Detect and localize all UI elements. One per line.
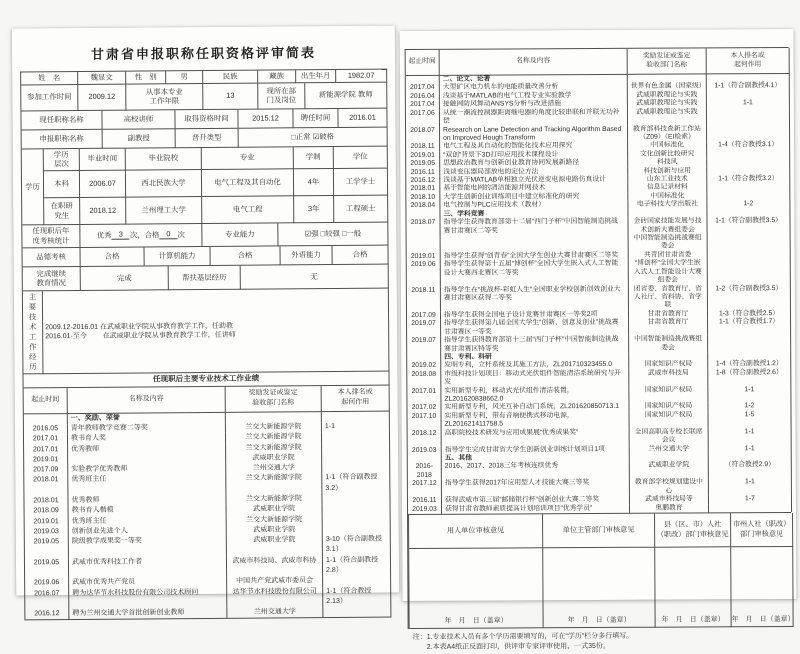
cell-content: 大型矿区电力机车的电能质量改善分析 (440, 83, 628, 92)
cell-content: “双创”背景下3D打印应用技术课程设计 (440, 151, 628, 160)
edu-school-cell: 西北民族大学 (126, 170, 202, 198)
cell-rank (707, 108, 790, 125)
education-row (44, 195, 388, 225)
cell-agency: 武威职业学院 (227, 504, 323, 515)
cell-rank: 1-1（符合教授1.7） (708, 318, 791, 335)
cell-content: 大学生创新创业训练项目中建立标准化的研究 (440, 193, 628, 202)
page2-table (405, 47, 795, 629)
cell-rank: 1-1 (709, 445, 792, 454)
cell-date (407, 354, 441, 363)
cell-agency: 国家知识产权局 (629, 361, 708, 370)
cell-date: 2019.05 (25, 558, 69, 579)
cell-rank: 1-4（符合副教授1.2） (708, 360, 791, 369)
annual-mid: 次，合格 (129, 230, 160, 240)
cell-agency: 金砖国家技能发展与技术创新大赛组委会 中国智能制造挑战赛组委会 (628, 218, 707, 252)
cell-date: 2019.01 (25, 517, 69, 528)
cell-date: 2018.04 (406, 202, 440, 211)
cell-content: 从统一潮流控制器距离继电器的角度比较串联和并联无功补偿 (440, 109, 628, 127)
cell-rank: 1-1（符合教授3.2） (707, 175, 790, 184)
cell-content: 实用新型专利，带有音响便携式移动电源，ZL201621411758.5 (442, 412, 630, 430)
edu-major-header: 专业 (202, 147, 294, 170)
cell-content: 一、奖励、荣誉 (68, 413, 226, 425)
achievements-band-title: 任现职后主要专业技术工作业绩 (23, 371, 389, 388)
cell-content: 指导学生获得第九届全国大学生“创新、创意及创业”挑战赛甘肃赛区一等奖 (441, 319, 629, 337)
cell-content: 教书育人奖 (68, 433, 226, 445)
edu-years-cell: 4年 (294, 169, 334, 196)
edu-time-cell: 2006.07 (80, 170, 126, 197)
cell-content: 市级科技计划项目：移动式光伏组件智能清洁系统研究与开发 (441, 370, 629, 388)
audit-stamp-box (731, 547, 793, 627)
education-row (44, 168, 388, 198)
cell-rank: 1-8（符合副教授2.6） (708, 369, 791, 386)
col-header-agency: 奖励发证或鉴定 验收部门名称 (628, 48, 707, 74)
cell-content: 浅谈基于MATLAB的电气工程专业实验教学 (440, 92, 628, 101)
edu-degree-header: 学位 (334, 146, 388, 169)
ethnic-label: 民族 (203, 71, 258, 84)
cell-date: 2016-2018 (408, 463, 442, 480)
hire-time-value: 2016.01 (338, 108, 387, 127)
cell-date: 2019.03 (408, 446, 442, 455)
gender-value: 男 (166, 71, 203, 84)
cell-rank: 1-3（符合教授2.5） (708, 310, 791, 319)
cell-agency: 武威职业学院 (227, 525, 323, 536)
gender-label: 性 别 (126, 71, 166, 84)
cell-rank: 1-1（符合副教授3.5） (707, 217, 790, 251)
cell-content: 实用新型专利，移动式光伏组件清洁装置，ZL201620838662.0 (441, 386, 629, 404)
cell-agency: 电子科技大学出版社 (628, 201, 707, 210)
cell-content: 四、专利、科研 (441, 353, 629, 362)
cell-date: 2016.07 (25, 589, 69, 610)
work-start-value: 2009.12 (78, 84, 126, 110)
cell-agency: 中国标准化 (628, 142, 707, 151)
form-page-2 (400, 29, 797, 652)
cell-date: 2017.02 (407, 404, 441, 413)
cell-agency: 科技风 (628, 159, 707, 168)
years-label: 从事本专业 工作年限 (126, 84, 203, 111)
cell-agency: 中国标准化 (628, 192, 707, 201)
page-title: 甘肃省申报职称任职资格评审简表 (90, 45, 317, 62)
computer-label: 计算机能力 (145, 247, 211, 267)
language-label: 外语能力 (280, 246, 332, 265)
achievements-header-row (24, 385, 390, 414)
cell-agency: 兰交大新能源学院 (227, 515, 323, 526)
work-history-row (23, 288, 390, 374)
edu-school-cell: 兰州理工大学 (126, 197, 202, 225)
cell-rank: 1-2 (708, 402, 791, 411)
cell-date: 2016.05 (24, 424, 68, 435)
cell-date: 2019.02 (407, 362, 441, 371)
annual-assessment-row (22, 222, 388, 248)
audit-stamp-box (409, 548, 543, 629)
col-header-content: 名称及内容 (68, 387, 226, 414)
apply-title-value: 副教授 (103, 129, 176, 149)
cell-content: 指导学生完成甘肃省大学生创新创业训练计划项目1项 (442, 445, 630, 454)
annual-suffix: 次 (177, 230, 185, 240)
col-header-content: 名称及内容 (440, 49, 628, 76)
cell-agency: 科技创新与应用 (628, 167, 707, 176)
ability-checkboxes: ☑强 □较强 □一般 (278, 222, 388, 246)
cell-content: 优秀班主任 (68, 474, 226, 496)
cell-agency: 教育部学校规划建设中心 (630, 479, 709, 496)
page2-achievements-table (406, 74, 791, 515)
education-block (22, 146, 389, 225)
cell-agency: 兰交大新能源学院 (226, 474, 322, 495)
work-start-label: 参加工作时间 (21, 85, 78, 111)
cell-content: 武威市优秀科技工作者 (69, 557, 227, 579)
cell-agency: 甘肃省教育厅 (629, 319, 708, 336)
edu-level-cell: 本科 (44, 171, 80, 198)
cell-agency: 团省委、省教育厅、省人社厅、省科协、省学联 (629, 285, 708, 311)
edu-major-cell: 电气工程 (202, 196, 294, 224)
moral-value: 合格 (81, 247, 145, 267)
cell-content: 教书育人楷模 (69, 505, 227, 517)
cell-date: 2019.03 (408, 505, 442, 514)
cell-date: 2017.06 (406, 110, 440, 127)
promotion-type-label: 晋升类型 (176, 128, 239, 147)
cell-date: 2018.01 (24, 476, 68, 497)
work-history-side-label: 主要技术工作经历 (23, 291, 44, 374)
cell-agency (226, 412, 322, 423)
footnotes: 注：1.专业技术人员有多个学历需要填写的，可在“学历”栏分多行填写。 2.本表A4纸正反面打印，供评审专家评审使用，一式35份。 (412, 632, 634, 652)
cell-rank: 1-1 (322, 422, 390, 433)
cell-content: 接触网防风舞动ANSYS分析与改进措施 (440, 100, 628, 109)
cell-date: 2017.01 (407, 387, 441, 404)
cell-rank (707, 125, 790, 142)
cell-agency: 武威职教理论与实践 (628, 108, 707, 125)
cell-agency: 达华节水科技股份有限公司 (227, 587, 323, 608)
education-rows (44, 168, 388, 225)
stamp-date-line: 年 月 日（盖章） (444, 617, 508, 625)
cell-date: 2017.10 (408, 413, 442, 430)
cell-agency: 兰州交通大学 (227, 607, 323, 618)
cell-date: 2019.07 (407, 337, 441, 354)
cell-date: 2018.01 (406, 185, 440, 194)
cell-content: 聘为达华节水科技股份有限公司技术顾问 (69, 587, 227, 609)
audit-opinion-header: 县（区、市）人社 （职改）部门审核意见 (655, 513, 731, 547)
edu-level-header: 学历 层次 (44, 149, 80, 172)
cell-date: 2017.04 (406, 84, 440, 93)
cell-date: 2019.03 (25, 527, 69, 538)
cell-date (406, 76, 440, 85)
achievements-table (24, 411, 392, 620)
cell-content: 优秀班主任 (69, 515, 227, 527)
info-table (20, 69, 391, 621)
col-header-rank: 本人排名或 起何作用 (707, 48, 790, 74)
cell-rank: 1-1（符合副教授4.1） (707, 82, 790, 91)
cell-date: 2017.04 (406, 101, 440, 110)
cell-date: 2017.01 (24, 434, 68, 445)
current-title-label: 现任职称名称 (21, 110, 102, 130)
cell-agency: 武威职教理论与实践 (628, 91, 707, 100)
cell-date (24, 414, 68, 425)
cell-agency: 信息记录材料 (628, 184, 707, 193)
name-label: 姓 名 (21, 72, 78, 85)
cell-agency: 武威职教理论与实践 (628, 100, 707, 109)
cell-agency: 甘肃省教育厅 (629, 310, 708, 319)
cell-content: 指导学生获得2017年应用型人才技能大赛三等奖 (442, 479, 630, 497)
birth-value: 1982.07 (336, 70, 387, 83)
cell-agency: 武威市科技局等 (630, 496, 709, 505)
hire-time-label: 聘任时间 (293, 109, 338, 128)
cell-rank: 1-1 (709, 478, 792, 495)
cell-rank (323, 514, 391, 525)
apply-title-label: 申报职称名称 (22, 129, 103, 149)
cell-rank: 3-10（符合副教授3.1） (323, 535, 391, 556)
cell-content: 浅谈变压器局部放电的定位方法 (440, 167, 628, 176)
page2-header-row (406, 48, 789, 76)
cell-date: 2018.11 (407, 286, 441, 311)
current-title-value: 高校讲师 (102, 110, 175, 130)
moral-label: 品德考核 (23, 248, 81, 267)
cell-content: 优秀教师 (68, 495, 226, 507)
cell-date: 2018.11 (406, 143, 440, 152)
cell-content: 思想政治教育与创新创业教育协同发展新路径 (440, 159, 628, 168)
edu-major-cell: 电气工程及其自动化 (202, 169, 294, 197)
edu-years-header: 学制 (294, 147, 334, 170)
qualification-time-value: 2015.12 (238, 109, 293, 128)
cell-agency: 武威职业学院 (630, 462, 709, 479)
cell-content: 五、其他 (442, 454, 630, 463)
edu-school-header: 毕业院校 (126, 148, 202, 171)
dept-value: 新能源学院 教师 (305, 82, 387, 109)
continuing-education-label: 完成继续 教育情况 (23, 267, 81, 291)
cell-rank (322, 494, 390, 505)
cell-rank: 1-2（符合副教授3.5） (708, 285, 791, 311)
cell-date: 2019.01 (407, 253, 441, 262)
cell-date: 2018.12 (408, 430, 442, 447)
stamp-date-line: 年 月 日（盖章） (731, 615, 795, 624)
cell-content: 院级教学成果奖一等奖 (69, 536, 227, 558)
cell-content: 实验教学优秀教师 (68, 464, 226, 476)
cell-agency: 奥鹏教育 (630, 504, 709, 513)
cell-rank (322, 463, 390, 474)
cell-content: 指导学生获得全国电子设计竞赛甘肃赛区一等奖2项 (441, 311, 629, 320)
cell-content: 获得武威市第三届“邮储银行杯”创新创业大赛二等奖 (442, 496, 630, 505)
cell-content: 聘为兰州交通大学首批创新创业教师 (69, 608, 227, 620)
cell-date: 2018.07 (406, 126, 440, 143)
cell-rank: 1-1（符合副教授2.8） (323, 555, 391, 576)
continuing-education-value: 完成 (81, 266, 169, 291)
cell-agency: “博创杯”全国大学生嵌入式人工智能设计大赛组委会 (629, 260, 708, 286)
excellent-count: 3 (112, 231, 130, 240)
cell-rank: 1-4（符合教授3.1） (707, 141, 790, 150)
cell-date: 2017.12 (408, 480, 442, 497)
cell-rank: 1-1（符合副教授3.2） (322, 473, 390, 494)
col-header-agency: 奖励发证或鉴定 验收部门名称 (226, 386, 322, 413)
audit-opinion-header: 用人单位审核意见 (409, 514, 543, 549)
computer-value: 合格 (211, 246, 281, 266)
cell-date: 2019.01 (406, 152, 440, 161)
cell-agency: 国家知识产权局 (629, 403, 708, 412)
cell-content: 电气控制与PLC应用技术（教材） (440, 201, 628, 210)
cell-rank (708, 335, 791, 352)
cell-date: 2018.01 (24, 496, 68, 507)
cell-date: 2019.05 (25, 537, 69, 558)
annual-assessment-label: 任现职后年 度考核统计 (22, 225, 80, 248)
cell-rank (323, 576, 391, 587)
cell-content: 指导学生获得教育部第十三届“西门子杯”中国智能制造挑战赛甘肃赛区特等奖 (441, 336, 629, 354)
education-side-label: 学历 (22, 149, 45, 225)
cell-rank (323, 504, 391, 515)
info-row-work (21, 82, 387, 111)
cell-content: 优秀教师 (68, 443, 226, 465)
cell-agency: 中国智能制造挑战赛组委会 (629, 336, 708, 353)
cell-rank: 1-1（符合教授2.13） (323, 586, 391, 607)
audit-stamp-box (655, 547, 731, 627)
edu-level-cell: 在职研 究生 (44, 198, 80, 225)
dept-label: 现所在部 门及岗位 (258, 83, 305, 109)
cell-date: 2018.08 (407, 371, 441, 388)
qualification-time-label: 取得资格时间 (175, 109, 238, 128)
cell-agency: 文化创新比较研究 (628, 150, 707, 159)
cell-date: 2018.07 (406, 219, 440, 253)
cell-date: 2019.07 (407, 320, 441, 337)
cell-content: 指导学生获得第十五届“博创杯”全国大学生嵌入式人工智能设计大赛西北赛区二等奖 (441, 260, 629, 286)
name-value: 魏显文 (78, 72, 126, 85)
cell-date: 2016.12 (25, 609, 69, 620)
audit-opinion-header: 市州人社（职改） 部门审核意见 (731, 513, 793, 547)
stamp-date-line: 年 月 日（盖章） (661, 616, 725, 624)
work-history-lines: 2009.12-2016.01 在武威职业学院从事教育教学工作，任助教 2016.01-至今 在武威职业学院从事教育教学工作，任讲师 (43, 288, 390, 374)
continuing-education-row (23, 264, 389, 291)
cell-content: Research on Lane Detection and Tracking Algorithm Based on Improved Hough Transform (440, 125, 628, 143)
cell-agency: 世界有色金属（国家级） (628, 83, 707, 92)
cell-rank: 1-1 (709, 428, 792, 445)
audit-stamp-box (543, 548, 655, 629)
cell-date: 2016.11 (406, 168, 440, 177)
edu-time-header: 毕业时间 (80, 148, 126, 171)
cell-date (408, 455, 442, 464)
cell-agency: 兰交大新能源学院 (226, 422, 322, 433)
grassroots-label: 帮扶基层经历 (169, 266, 241, 291)
cell-date: 2018.09 (25, 506, 69, 517)
cell-agency: 中国共产党武威市委员会 (227, 576, 323, 587)
grassroots-value: 无 (241, 264, 389, 289)
qualified-count: 0 (159, 231, 177, 240)
cell-content: 指导学生获得教育部第十二届“西门子杯”中国智能制造挑战赛甘肃赛区二等奖 (440, 218, 628, 253)
cell-agency: 兰交大新能源学院 武威职业学院 (226, 443, 322, 464)
birth-label: 出生年月 (296, 70, 336, 83)
cell-agency: 山东工业技术 (628, 175, 707, 184)
cell-date: 2019.05 (406, 160, 440, 169)
audit-opinion-header: 单位主管部门审核意见 (543, 514, 655, 549)
audit-header-row (408, 513, 791, 549)
cell-date: 2017.09 (407, 312, 441, 321)
cell-rank (323, 607, 391, 618)
cell-date: 2016.04 (406, 93, 440, 102)
cell-content: 武威市优秀共产党员 (69, 577, 227, 589)
cell-rank: 1-7 (709, 495, 792, 504)
audit-stamp-row (408, 547, 795, 629)
cell-date: 2016.12 (406, 177, 440, 186)
ability-label: 专业能力 (202, 223, 278, 247)
cell-content: 高职院校技术研发与应用成果展“优秀成果奖” (442, 429, 630, 447)
edu-degree-cell: 工学学士 (334, 168, 388, 195)
cell-content: 三、学科竞赛 (440, 210, 628, 219)
cell-agency: 国家知识产权局 (630, 411, 709, 428)
cell-rank (323, 524, 391, 535)
years-value: 13 (203, 83, 258, 109)
cell-agency: 兰州交通大学 (630, 445, 709, 454)
cell-date: 2018.10 (406, 194, 440, 203)
cell-rank: 1-1 (707, 99, 790, 108)
cell-rank (709, 504, 792, 513)
cell-date: 2019.06 (407, 261, 441, 286)
cell-rank: 1-5 (709, 411, 792, 428)
cell-date: 2017.01 2019.01 (24, 445, 68, 466)
cell-date (406, 211, 440, 220)
cell-agency: 全国高职高专校长联席会议 (630, 428, 709, 445)
cell-content: 电气工程及其自动化的智能化技术应用探究 (440, 142, 628, 151)
ethnic-value: 藏族 (258, 70, 296, 83)
cell-content: 基于智能电网的清洁能源并网技术 (440, 184, 628, 193)
cell-rank: 1-2 (707, 200, 790, 209)
cell-agency: 武威职业学院 (227, 535, 323, 556)
cell-content: 获得甘肃省教师素质提高计划培训项目“优秀学员” (442, 504, 630, 513)
cell-content: 创新创业先进个人 (69, 526, 227, 538)
cell-agency: 兰交大新能源学院 (226, 494, 322, 505)
cell-content: 二、论文、论著 (440, 75, 628, 84)
col-header-date: 起止时间 (406, 50, 440, 76)
cell-date: 2019.06 (25, 578, 69, 589)
edu-time-cell: 2018.12 (80, 197, 126, 224)
stamp-date-line: 年 月 日（盖章） (567, 616, 631, 625)
cell-agency: 武威市科技局、武威市科协 (227, 556, 323, 577)
promotion-type-checkboxes: □正常 ☑破格 (239, 127, 388, 147)
cell-rank (322, 411, 390, 422)
cell-date: 2016.11 (408, 497, 442, 506)
cell-agency: 兰州交通大学 (226, 463, 322, 474)
form-page-1 (12, 26, 399, 618)
cell-content: 实用新型专利，风光互补自动门系统，ZL201620850713.1 (441, 403, 629, 412)
edu-years-cell: 3年 (294, 196, 334, 223)
cell-agency: 教育部科技查新工作站（Z09）（EI检索） (628, 125, 707, 142)
cell-agency: 共青团甘肃省委 (629, 251, 708, 260)
cell-date: 2017.09 (24, 465, 68, 476)
edu-degree-cell: 工程硕士 (334, 195, 388, 222)
cell-agency: 武威市科技局 (629, 369, 708, 386)
cell-content: 指导学生在“挑战杯-彩虹人生”全国职业学校创新创效创业大赛甘肃赛区获得二等奖 (441, 285, 629, 311)
education-header-row (44, 146, 388, 171)
cell-rank: （符合教授2.9） (709, 461, 792, 478)
language-value: 合格 (332, 245, 388, 264)
cell-content: 发明专利，立杆系统及其施工方法，ZL201710323455.0 (441, 361, 629, 370)
cell-content: 2016、2017、2018三年考核连续优秀 (442, 462, 630, 480)
cell-content: 浅谈基于MATLAB单相独立光伏逆变电源电路仿真设计 (440, 176, 628, 185)
cell-content: 青年教师教学竞赛二等奖 (68, 423, 226, 435)
cell-agency: 兰交大新能源学院 (226, 432, 322, 443)
cell-rank (322, 442, 390, 463)
annual-assessment-value (80, 224, 202, 248)
col-header-date: 起止时间 (24, 388, 68, 414)
cell-rank (708, 259, 791, 285)
cell-content: 指导学生获得“创青春”全国大学生创业大赛甘肃赛区二等奖 (441, 252, 629, 261)
annual-prefix: 优秀 (96, 230, 112, 240)
cell-agency: 国家知识产权局 (629, 386, 708, 403)
cell-rank (322, 432, 390, 443)
col-header-rank: 本人排名或 起何作用 (322, 385, 390, 412)
cell-rank: 1-1 (708, 386, 791, 403)
